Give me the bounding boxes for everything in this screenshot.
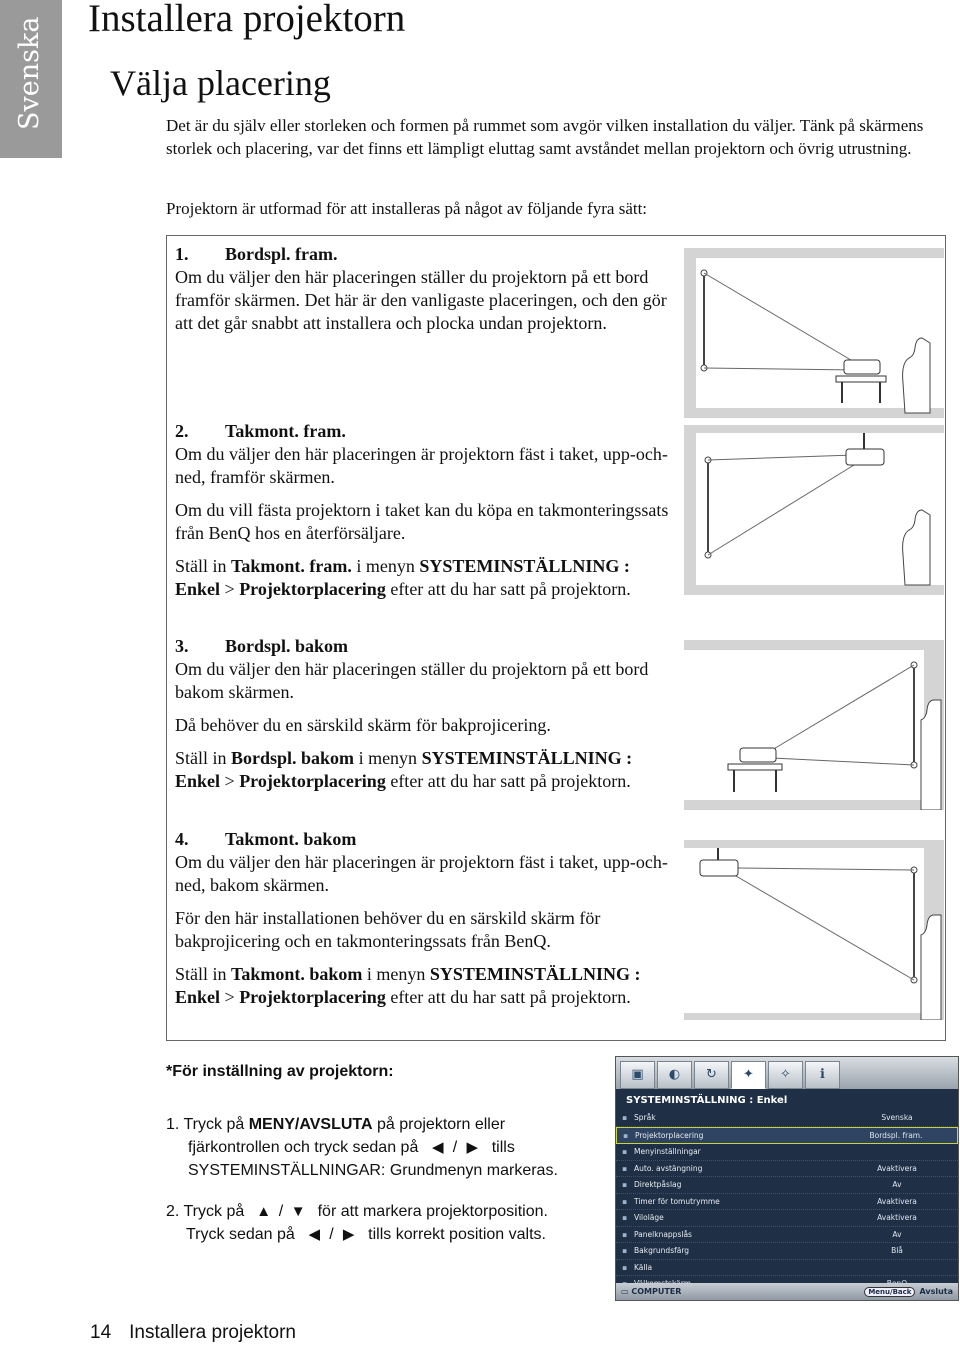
option-3 [175, 635, 675, 803]
option-description: Om du väljer den här placeringen ställer du projektorn på ett bord framför skärmen. Det här är den vanligaste placeringen, och den gör att det går snabbt att installera och plocka undan projektorn. [175, 267, 667, 333]
system-setup-tab-icon[interactable]: ✦ [731, 1061, 766, 1089]
option-number: 2. [175, 421, 189, 441]
menu-row[interactable]: ▪ Språk Svenska [616, 1110, 958, 1127]
menu-row[interactable]: ▪ Bakgrundsfärg Blå [616, 1243, 958, 1260]
page-title: Installera projektorn [88, 0, 406, 40]
intro-text: Det är du själv eller storleken och formen på rummet som avgör vilken installation du väljer. Tänk på skärmens storlek och placering, var det finns ett lämpligt eluttag samt avståndet mellan projektorn och övrig utrustning. [166, 116, 924, 158]
diagram-front-ceiling [684, 425, 944, 595]
source-label: COMPUTER [631, 1287, 682, 1296]
menu-back-button[interactable]: Menu/Back [864, 1287, 915, 1297]
left-arrow-icon: ◀ [432, 1139, 444, 1156]
option-extra: För den här installationen behöver du en särskild skärm för bakprojicering och en takmonteringssats från BenQ. [175, 908, 601, 951]
information-tab-icon[interactable]: ℹ [805, 1061, 840, 1089]
setup-steps [166, 1113, 606, 1246]
advanced-setup-tab-icon[interactable]: ✧ [768, 1061, 803, 1089]
menu-title: SYSTEMINSTÄLLNING : Enkel [626, 1095, 788, 1106]
down-arrow-icon: ▼ [290, 1203, 306, 1220]
menu-row[interactable]: ▪ Panelknappslås Av [616, 1227, 958, 1244]
language-tab [0, 0, 62, 158]
option-instruction: Ställ in Takmont. bakom i menyn SYSTEMINSTÄLLNING : Enkel > Projektorplacering efter att du har satt på projektorn. [175, 964, 641, 1007]
menu-status-bar [616, 1283, 958, 1300]
projector-position-value: Bordspl. fram. [869, 1130, 923, 1140]
source-icon: ▭ [621, 1287, 632, 1296]
menu-row[interactable]: ▪ Auto. avstängning Avaktivera [616, 1161, 958, 1178]
option-title: Bordspl. bakom [225, 636, 349, 656]
option-description: Om du väljer den här placeringen ställer du projektorn på ett bord bakom skärmen. [175, 659, 649, 702]
up-arrow-icon: ▲ [256, 1203, 272, 1220]
left-arrow-icon: ◀ [308, 1226, 321, 1243]
option-description: Om du väljer den här placeringen är projektorn fäst i taket, upp-och-ned, framför skärmen. [175, 444, 668, 487]
diagram-rear-table [684, 640, 944, 810]
menu-tabs [616, 1057, 958, 1089]
option-number: 4. [175, 829, 189, 849]
menu-row[interactable]: ▪ Källa [616, 1260, 958, 1277]
menu-row-selected[interactable]: ▪ Projektorplacering Bordspl. fram. [616, 1127, 958, 1145]
page-footer [90, 1322, 296, 1344]
display-tab-icon[interactable]: ▣ [620, 1061, 655, 1089]
diagram-front-table [684, 248, 944, 418]
step-1-line-3: SYSTEMINSTÄLLNINGAR: Grundmenyn markeras. [188, 1162, 558, 1179]
menu-row[interactable]: ▪ Timer för tomutrymme Avaktivera [616, 1194, 958, 1211]
right-arrow-icon: ▶ [466, 1139, 479, 1156]
source-tab-icon[interactable]: ↻ [694, 1061, 729, 1089]
option-number: 3. [175, 636, 189, 656]
option-number: 1. [175, 244, 189, 264]
option-instruction: Ställ in Bordspl. bakom i menyn SYSTEMINSTÄLLNING : Enkel > Projektorplacering efter att du har satt på projektorn. [175, 748, 633, 791]
option-1 [175, 243, 675, 345]
option-title: Takmont. bakom [225, 829, 357, 849]
option-title: Bordspl. fram. [225, 244, 338, 264]
option-instruction: Ställ in Takmont. fram. i menyn SYSTEMINSTÄLLNING : Enkel > Projektorplacering efter att du har satt på projektorn. [175, 556, 631, 599]
osd-menu-screenshot [615, 1056, 959, 1301]
step-1-line-2: fjärkontrollen och tryck sedan på ◀ / ▶ tills [166, 1136, 606, 1159]
step-1-line-1: 1. Tryck på MENY/AVSLUTA på projektorn eller [166, 1116, 506, 1133]
menu-row[interactable]: ▪ Direktpåslag Av [616, 1177, 958, 1194]
language-label: Svenska [14, 16, 45, 130]
option-4 [175, 828, 675, 1019]
right-arrow-icon: ▶ [342, 1226, 355, 1243]
diagram-rear-ceiling [684, 840, 944, 1020]
intro-text-2: Projektorn är utformad för att installeras på något av följande fyra sätt: [166, 199, 648, 218]
option-extra: Då behöver du en särskild skärm för bakprojicering. [175, 715, 551, 735]
exit-label[interactable]: Avsluta [919, 1287, 953, 1296]
menu-row[interactable]: ▪ Menyinställningar [616, 1144, 958, 1161]
option-2 [175, 420, 675, 611]
option-title: Takmont. fram. [225, 421, 346, 441]
menu-row[interactable]: ▪ Viloläge Avaktivera [616, 1210, 958, 1227]
setup-note-title: *För inställning av projektorn: [166, 1063, 394, 1080]
page-number: 14 [90, 1322, 112, 1343]
section-title: Välja placering [110, 63, 331, 103]
step-2-line-2: Tryck sedan på ◀ / ▶ tills korrekt position valts. [166, 1223, 606, 1246]
footer-label: Installera projektorn [129, 1322, 297, 1343]
option-extra: Om du vill fästa projektorn i taket kan du köpa en takmonteringssats från BenQ hos en återförsäljare. [175, 500, 669, 543]
step-2-line-1: 2. Tryck på ▲ / ▼ för att markera projektorposition. [166, 1200, 606, 1223]
picture-tab-icon[interactable]: ◐ [657, 1061, 692, 1089]
option-description: Om du väljer den här placeringen är projektorn fäst i taket, upp-och-ned, bakom skärmen. [175, 852, 668, 895]
